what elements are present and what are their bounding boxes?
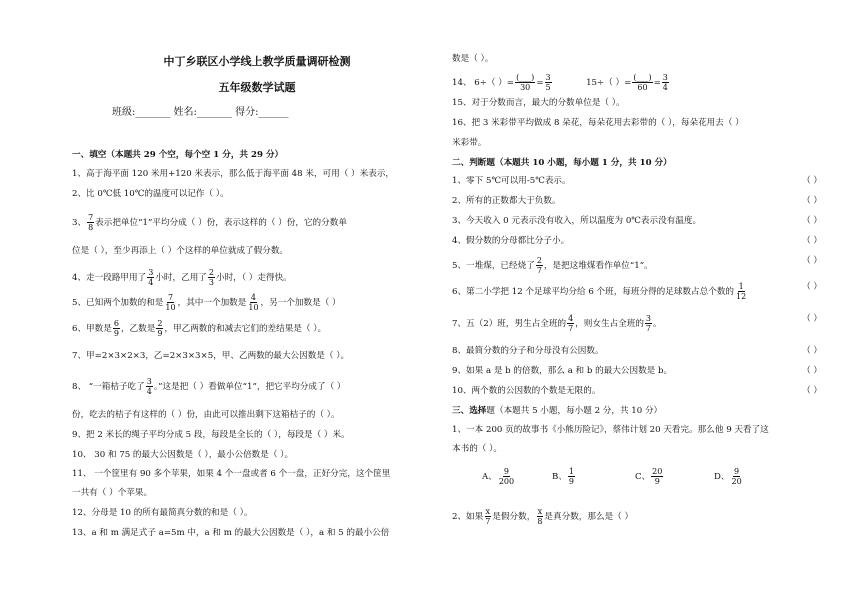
judge-item-3 (452, 216, 822, 227)
fraction (147, 268, 154, 287)
numerator: 7 (88, 213, 94, 222)
page-title: 中丁乡联区小学线上教学质量调研检测 (163, 55, 351, 68)
denominator: 20 (731, 477, 742, 486)
equals: = (653, 78, 661, 88)
fraction (484, 507, 491, 526)
answer-paren: （ ） (802, 366, 822, 376)
answer-paren: （ ） (802, 236, 822, 246)
denominator: 9 (568, 477, 575, 486)
q1-2: 2、比 0℃低 10℃的温度可以记作（ ）。 (72, 189, 229, 199)
fraction (156, 319, 163, 338)
judge-item-1 (452, 176, 822, 187)
denominator: 4 (662, 83, 668, 92)
q1-7: 7、甲=2×3×2×3，乙=2×3×3×5，甲、乙两数的最大公因数是（ ）。 (72, 351, 350, 361)
judge-item-8 (452, 346, 822, 357)
denominator: 9 (113, 329, 119, 338)
numerator: 1 (738, 282, 744, 291)
fraction (208, 268, 215, 287)
q6-text-a: 6、甲数是 (72, 324, 112, 334)
q6-text-b: ，乙数是 (120, 324, 156, 334)
q1-4 (72, 268, 292, 287)
denominator: 8 (88, 223, 94, 232)
q1-13-cont: 数是（ ）。 (452, 54, 494, 64)
numerator: 9 (734, 467, 740, 476)
denominator: 7 (645, 324, 652, 333)
q1-8-line2: 份，吃去的桔子有这样的（ ）份，由此可以推出剩下这箱桔子的（ ）。 (72, 410, 340, 420)
numerator: 4 (568, 314, 574, 323)
denominator: 7 (568, 324, 574, 333)
q1-14 (452, 73, 670, 92)
fraction (568, 467, 575, 486)
q14-text-a: 14、 6÷（ ）= (452, 78, 515, 88)
fraction (498, 467, 515, 486)
choice-option-d (714, 467, 744, 486)
q4-text-b: 小时，乙用了 (155, 273, 207, 283)
answer-paren: （ ） (802, 346, 822, 356)
q5-text-b: ，其中一个加数是 (177, 298, 247, 308)
choice-q2 (452, 507, 633, 526)
q1-9: 9、把 2 米长的绳子平均分成 5 段，每段是全长的（ ），每段是（ ）米。 (72, 430, 350, 440)
choice-option-c (635, 467, 664, 486)
judge-text: ，则女生占全班的 (575, 319, 644, 329)
fraction (730, 467, 742, 486)
choice-option-a (482, 467, 516, 486)
judge-item-5 (452, 256, 822, 275)
denominator: 8 (537, 517, 543, 526)
numerator: 20 (652, 467, 663, 476)
denominator: 10 (165, 303, 176, 312)
q1-11: 11、 一个筐里有 90 多个苹果，如果 4 个一盘或者 6 个一盘，正好分完，这个筐里 (72, 469, 391, 479)
q1-6 (72, 319, 326, 338)
denominator: 5 (545, 83, 551, 92)
fraction (662, 73, 669, 92)
denominator: 4 (148, 278, 154, 287)
denominator: 7 (536, 266, 542, 275)
judge-item-7 (452, 314, 822, 333)
q1-11-line2: 一共有（ ）个苹果。 (72, 488, 153, 498)
q8-text-b: 。”这是把（ ）看做单位“1”，把它平均分成了（ ） (153, 382, 346, 392)
numerator: 7 (167, 293, 174, 302)
numerator: 3 (645, 314, 652, 323)
denominator: 60 (637, 83, 648, 92)
numerator: 3 (545, 73, 551, 82)
denominator: 30 (520, 83, 531, 92)
q1-5 (72, 293, 341, 312)
denominator: 10 (248, 303, 259, 312)
numerator: 2 (208, 268, 214, 277)
section2-title: 二、判断题（本题共 10 小题，每小题 1 分，共 10 分） (452, 158, 672, 168)
fraction (632, 73, 652, 92)
fraction (651, 467, 663, 486)
q4-text-a: 4、走一段路甲用了 (72, 273, 147, 283)
choice-text: 是真分数，那么是（ ） (544, 512, 634, 522)
denominator: 7 (485, 517, 491, 526)
judge-text: 2、所有的正数都大于负数。 (452, 196, 561, 206)
fraction (247, 293, 259, 312)
fraction (536, 507, 543, 526)
judge-text: 6、第二小学把 12 个足球平均分给 6 个班，每班分得的足球数占总个数的 (452, 287, 735, 297)
fraction (735, 282, 747, 301)
numerator: (___) (633, 73, 652, 82)
judge-text: 4、假分数的分母都比分子小。 (452, 236, 570, 246)
judge-text: 。 (653, 319, 662, 329)
fraction (113, 319, 120, 338)
denominator: 9 (654, 477, 660, 486)
page-subtitle: 五年级数学试题 (218, 81, 296, 94)
section3-title-rest: 题（本题共 5 小题，每小题 2 分，共 10 分） (486, 406, 663, 416)
choice-text: 是假分数， (492, 512, 536, 522)
answer-paren: （ ） (802, 282, 822, 292)
judge-text: 3、今天收入 0 元表示没有收入，所以温度为 0℃表示没有温度。 (452, 216, 702, 226)
answer-paren: （ ） (802, 176, 822, 186)
fraction (515, 73, 535, 92)
section1-title: 一、填空（本题共 29 个空，每个空 1 分，共 29 分） (72, 150, 284, 160)
denominator: 4 (146, 387, 152, 396)
numerator: 2 (157, 319, 163, 328)
q5-text-c: ，另一个加数是（ ） (260, 298, 341, 308)
q1-12: 12、分母是 10 的所有最简真分数的和是（ ）。 (72, 508, 253, 518)
answer-paren: （ ） (802, 216, 822, 226)
option-label: D、 (714, 472, 730, 482)
q1-8 (72, 377, 346, 396)
judge-text: ，是把这堆煤看作单位“1”。 (543, 261, 653, 271)
judge-item-6 (452, 282, 822, 301)
numerator: 3 (148, 268, 154, 277)
numerator: 9 (503, 467, 509, 476)
numerator: 4 (250, 293, 256, 302)
judge-item-2 (452, 196, 822, 207)
numerator: (___) (516, 73, 535, 82)
judge-text: 5、一堆煤，已经烧了 (452, 261, 535, 271)
denominator: 12 (736, 292, 747, 301)
numerator: x (537, 507, 543, 516)
choice-option-b (552, 467, 576, 486)
numerator: 6 (113, 319, 119, 328)
q1-13: 13、a 和 m 满足式子 a=5m 中，a 和 m 的最大公因数是（ ），a 和 5 的最小公倍 (72, 528, 390, 538)
judge-text: 10、两个数的公因数的个数是无限的。 (452, 386, 601, 396)
fraction (146, 377, 153, 396)
equals: = (536, 78, 544, 88)
judge-text: 8、最简分数的分子和分母没有公因数。 (452, 346, 604, 356)
choice-q1-line2: 本书的（ ）。 (452, 444, 502, 454)
denominator: 200 (498, 477, 515, 486)
judge-item-4 (452, 236, 822, 247)
fraction (645, 314, 652, 333)
option-label: A、 (482, 472, 497, 482)
q1-10: 10、 30 和 75 的最大公因数是（ ），最小公倍数是（ ）。 (72, 450, 294, 460)
fraction (545, 73, 552, 92)
fraction (567, 314, 574, 333)
q1-15: 15、对于分数而言，最大的分数单位是（ ）。 (452, 98, 625, 108)
judge-text: 9、如果 a 是 b 的倍数，那么 a 和 b 的最大公因数是 b。 (452, 366, 673, 376)
q4-text-c: 小时，（ ）走得快。 (215, 273, 292, 283)
q1-16: 16、把 3 米彩带平均做成 8 朵花，每朵花用去彩带的（ ），每朵花用去（ ） (452, 118, 744, 128)
judge-item-10 (452, 386, 822, 397)
numerator: 1 (568, 467, 575, 476)
answer-paren: （ ） (802, 196, 822, 206)
fraction (164, 293, 176, 312)
choice-q1: 1、一本 200 页的故事书《小熊历险记》，蔡伟计划 20 天看完。那么他 9 天看了这 (452, 425, 769, 435)
q8-text-a: 8、 “一箱桔子吃了 (72, 382, 145, 392)
judge-item-9 (452, 366, 822, 377)
fraction (536, 256, 543, 275)
q1-1: 1、高于海平面 120 米用+120 米表示，那么低于海平面 48 米，可用（ ）米表示， (72, 169, 395, 179)
q14-text-b: 15÷（ ）= (586, 78, 632, 88)
judge-text: 7、五（2）班，男生占全班的 (452, 319, 567, 329)
numerator: 3 (662, 73, 668, 82)
denominator: 3 (208, 278, 214, 287)
q1-3 (72, 213, 347, 232)
answer-paren: （ ） (802, 314, 822, 324)
option-label: C、 (635, 472, 651, 482)
q3-text: 表示把单位“1”平均分成（ ）份，表示这样的（ ）份，它的分数单 (95, 218, 347, 228)
q1-3-line2: 位是（ ），至少再添上（ ）个这样的单位就成了假分数。 (72, 246, 289, 256)
numerator: 2 (536, 256, 542, 265)
student-info-line: 班级:_______ 姓名:_______ 得分:______ (112, 107, 289, 118)
numerator: 3 (146, 377, 152, 386)
numerator: x (485, 507, 491, 516)
q1-16-line2: 米彩带。 (452, 138, 487, 148)
judge-text: 1、零下 5℃可以用-5℃表示。 (452, 176, 571, 186)
answer-paren: （ ） (802, 256, 822, 266)
fraction (87, 213, 94, 232)
choice-text: 2、如果 (452, 512, 484, 522)
q6-text-c: ，甲乙两数的和减去它们的差结果是（ ）。 (164, 324, 327, 334)
option-label: B、 (552, 472, 567, 482)
section3-title-bold: 三、选择 (452, 406, 487, 416)
q3-prefix: 3、 (72, 218, 87, 228)
answer-paren: （ ） (802, 386, 822, 396)
denominator: 9 (157, 329, 163, 338)
section3-title (452, 406, 662, 417)
q5-text-a: 5、已知两个加数的和是 (72, 298, 164, 308)
